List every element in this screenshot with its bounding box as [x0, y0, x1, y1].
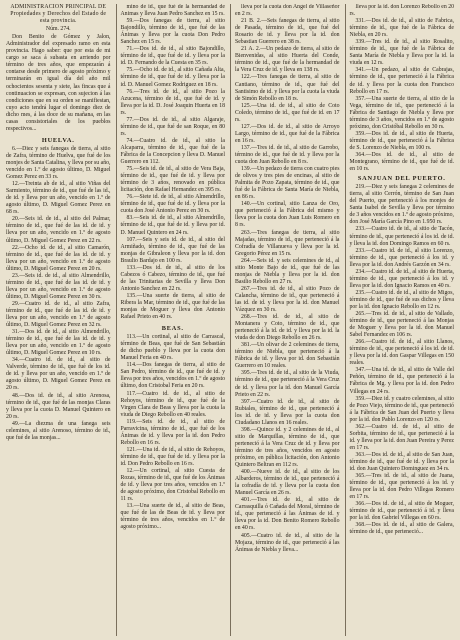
entry-paragraph: 233.—Cuatro id. de id., al sitio Lorenzo, término de id., que perteneció á los id. y lleva por la id. don Andrés Garzón en 34 rs.: [349, 247, 454, 268]
section-heading-beas: BEAS.: [161, 325, 184, 333]
entry-paragraph: 59.—Dos fanegas de tierra, al sitio Bajondillo, término de id., que fué de las Ánimas y lleva por la cuota Don Pedro Sanchez en 15 rs.: [120, 18, 225, 46]
entry-paragraph: 122.—Tres fanegas de tierra, al sitio de Cantiano, término de id., que fué del Santisimo de id. y lleva por la cuota la viuda de Simón Rebollo en 18 rs.: [235, 74, 340, 102]
entry-paragraph: 219.—Diez y seis fanegas 2 celemines de tierra, al sitio Cerrón, término de San Juan del Puerto, que perteneció á los monjes de Santa Isabel de Sevilla y lleva por término de 3 años vencidos en 1.º de agosto próximo, don José María García Pino en 1.950 rs.: [349, 184, 454, 226]
entry-paragraph: 76.—Siete id. de id., al sitio Almendrillo, término de id., que fué de id. y lleva por la cuota don José Antonio Perez en 30 rs.: [120, 194, 225, 215]
entry-paragraph: 265.—Tres id. de id., al sitio de Vallado, término de id., que perteneció á las Monjas de Moguer y lleva por la id. don Manuel Sabel Fernandez en 106 rs.: [349, 311, 454, 339]
column-4: [345, 4, 455, 636]
entry-paragraph: 264.—Seis id. y seis celemines de id., al sitio Monte Bajo de id., que fué de las monjas de Niebla y lleva por la id. don Basilio Rebollo en 27 rs.: [235, 257, 340, 285]
section-heading-huelva: HUELVA.: [41, 136, 75, 144]
entry-paragraph: 114.—Dos fanegas de tierra, al sitio de San Pedro, término de id., que fué de id. y lleva por tres años, vencidos en 1.º de agosto último, don Cristobal Feria en 20 rs.: [120, 362, 225, 390]
entry-paragraph: 234.—Cuatro id. de id., al sitio de Huerta, término de id., que perteneció á los id. y lleva por la id. don Ignacio Ramos en 40 rs.: [349, 268, 454, 289]
entry-paragraph: 23.—Seis id. de id., al sitio Almendrillo, término de id., que fué de las id. de id. y lleva por un año, vencido en 1.º de agosto último, D. Miguel Gomez Perez en 30 rs.: [6, 272, 111, 300]
entry-paragraph: 21 B. 2.—Seis fanegas de tierra, al sitio de Pasada, término de id., que fué del Rosario de id. y lleva por la id. don Sebastian Guerrero en 38 rs.: [235, 18, 340, 46]
entry-paragraph: 49.—La diezma de una fanega seis celemines, al sitio Arenoso, término de id., que fué de las monjas...: [6, 420, 111, 441]
entry-paragraph: 137.—Tres id. de id., al sitio de Garrobo, término de id., que fué de id. y lleva por la cuota don Juan Rebollo en 8 rs.: [235, 144, 340, 166]
entry-paragraph: 235.—Cuatro id. de id., al sitio de Migos, término de id., que fué de sus dichos y lleva por la id. don Ignacio Rebollo en 12 rs.: [349, 289, 454, 310]
entry-paragraph: 119.—Seis id. de id., al sitio de Parravicina, término de id., que fué de los Ánimas de id. y lleva por la id. don Pedro Rebollo en 16 rs.: [120, 418, 225, 446]
entry-paragraph: 364.—Dos id. de id., al sitio de Montegrano, término de id., que fué de id. en 10 rs.: [349, 151, 454, 173]
entry-paragraph: 121.—Una id. de id., al sitio de Rehoyos, término de id., que fué de id. y lleva por la id. Don Pedro Rebollo en 16 rs.: [120, 446, 225, 467]
entry-paragraph: 22.—Ocho id. de id., al sitio Camarón, término de id., que fué de las id. de id. y lleva por un año, vencido en 1.º de agosto último, D. Miguel Gomez Perez en 20 rs.: [6, 244, 111, 272]
entry-paragraph: 20.—Seis id. de id., al sitio del Palmar, término de id., que fué de las id. de id. y lleva por un año, vencido en 1.º de agosto último, D. Miguel Gomez Perez en 22 rs.: [6, 216, 111, 244]
entry-list: [350, 4, 455, 173]
entry-paragraph: 21 A. 2.—Un pedazo de tierra, al sitio de Bienvenidas, al sitio Huerta del Conde, término de id., que fué de la hermandad de la Vera Cruz de id. y lleva en 138 rs.: [235, 46, 340, 74]
entry-paragraph: 12.—Treinta ab de id., al sitio Viñas del Sarmiento, término de id., que fué de las id., de id. y lleva por un año, vencido en 1.º de agosto último, D. Miguel Gomez Perez en 68 rs.: [6, 181, 111, 216]
column-3: [230, 4, 340, 636]
entry-paragraph: 113.—Un cortinal, al sitio de Carrascal, término de Beas, que fué de San Sebastián de dicho pueblo y lleva por la cuota don Manuel Feria en 40 rs.: [120, 334, 225, 362]
entry-paragraph: 368.—Dos id. de id., al sitio de Galera, término de id., que perteneció...: [349, 522, 454, 536]
entry-list: [121, 334, 226, 531]
entry-paragraph: 263.—Tres fanegas de tierra, al sitio Majadas, término de id., que perteneció á la Cofradía de Villanueva y lleva por la id. Gregorio Pérez en 15 rs.: [235, 229, 340, 257]
entry-paragraph: 139.—Un pedazo de tierra con cuatro pies de olivos y tres pies de encinas, al sitio de Palmita de Pozo Zapata, término de id., que fué de la Fábrica de Santa María de Niebla, en 86 rs.: [235, 166, 340, 201]
entry-paragraph: 331.—Dos id. de id., al sitio de Fabrica, término de id., que fué de la Fábrica de Niebla, en 20 rs.: [349, 18, 454, 39]
column-2: [116, 4, 226, 636]
entry-paragraph: 357.—Una suerte de tierra, al sitio de la Vega, término de id., que perteneció á la Fábrica de Santiago de Niebla y lleva por término de 3 años, vencidos en 1.º de agosto próximo, don Cristóbal Rebollo en 30 rs.: [349, 95, 454, 130]
entry-paragraph: 400.—Nueve id. de id., al sitio de los Albarderos, término de id., que perteneció á la cofradía de id. y lleva por la cuota don Manuel García en 26 rs.: [235, 469, 340, 497]
entry-paragraph: 76.—Tres id. de id., al sitio Pozo la Azucena, término de id., que fué de id. y lleva por la id. D. José Joaquin Huerta en 18 rs.: [120, 88, 225, 116]
entry-paragraph: 341.—Un pedazo, al sitio de Cabrajas, término de id., que perteneció á la Fábrica de id. y lleva por la cuota don Francisco Rebollo en 17 rs.: [349, 67, 454, 95]
entry-paragraph: 401.—Tres id. de id., al sitio de Carrasquilla ó Cañada del Moral, término de id., que perteneció á las Ánimas de id. y lleva por la id. Don Benito Romero Rebollo en 40 rs.: [235, 497, 340, 532]
entry-paragraph: 233.—Cuatro id. de id., al sitio de Tacón, término de id., que perteneció á los id. de id. y lleva la id. don Domingo Ramos en 60 rs.: [349, 226, 454, 247]
entry-paragraph: lleva por la cuota don Angel de Villaseñor en 2 rs.: [235, 4, 340, 18]
entry-list: [6, 146, 111, 442]
notice-number: Núm. 274.: [45, 26, 71, 33]
entry-paragraph: 359.—Diez id. y cuatro celemines, al sitio de Pozo Viejo, término de id., que perteneció á la Fábrica de San Juan del Puerto y lleva por la id. don Pablo Lorenzo en 120 rs.: [349, 395, 454, 423]
entry-paragraph: lleva por la id. don Lorenzo Rebollo en 20 rs.: [349, 4, 454, 18]
entry-paragraph: 362.—Cuatro id. de id., al sitio de Sorbita, término de id., que perteneció á la id. y lleva por la id. don Juan Pereira y Perez en 17 rs.: [349, 423, 454, 451]
entry-paragraph: 133.—Dos id. de id., al sitio de los Cabezos ó Cabezo, término de id., que fué de las Trinitarias de Sevilla y lleva Don Antonio Sanchez en 22 rs.: [120, 264, 225, 292]
entry-paragraph: 83.—Seis id. de id., al sitio Almendrillo, término de id., que fué de id. y lleva por id. D. Manuel Quintero en 24 rs.: [120, 215, 225, 236]
entry-paragraph: 6.—Diez y seis fanegas de tierra, al sitio de Zafra, término de Huelva, que fué de los monjes de Santa Catalina, y lleva por su año, vencido en 1.º de agosto último, D. Miguel Gomez Perez en 33 rs.: [6, 145, 111, 181]
entry-paragraph: 398.—Quince id. y 2 celemines de id., al sitio de Marquillas, término de id., que perteneció á la Vera Cruz de id. y lleva por término de tres años, vencidos en agosto próximo, en pública licitación, don Antonio Quintero Beltran en 112 rs.: [235, 426, 340, 469]
entry-paragraph: 127.—Dos id. de id., al sitio de Arroyo Largo, término de id., que fué de la Fábrica en 16 rs.: [235, 123, 340, 144]
entry-paragraph: mino de id., que fué de la hermandad de Animas y lleva Juan Pedro Sanchez en 15 rs.: [120, 4, 225, 18]
entry-paragraph: 347.—Una id. de id., al sitio de Valle del Peñón, término de id., que perteneció á la Fábrica de Mg. y lleva por la id. don Pedro Villegas en 24 rs.: [349, 367, 454, 395]
entry-paragraph: 125.—Una id. de id., al sitio de Coto Coledo, término de id., que fué de id. en 17 rs.: [235, 102, 340, 123]
entry-paragraph: 366.—Dos id. de id., al sitio de Moguer, término de id., que perteneció á id. y lleva por la id. don Gabriel Villegas en 60 rs.: [349, 501, 454, 522]
entry-paragraph: 12.—Un cortinal, al sitio Cuesta de Rozas, término de id., que fué de los Ánimas de id. y lleva por tres años, vencidos en 1.º de agosto próximo, don Cristobal Rebollo en 11 rs.: [120, 468, 225, 503]
entry-list: [235, 4, 340, 554]
entry-paragraph: 74.—Cuatro id. de id., al sitio la Alcaparra, término de id., que fué de la Fábrica de la Concepcion y lleva D. Manuel Guerrero en 112.: [120, 137, 225, 166]
entry-paragraph: 268.—Tres id. de id., al sitio de Montanera y Coto, término de id., que perteneció á la id. de id. y lleva por la id. la viuda de don Diego Rebollo en 26 rs.: [235, 314, 340, 342]
entry-paragraph: 107.—Seis y seis id. de id., al sitio del Armiñado, término de id., que fué de las monjas de Gibraleon y lleva por la id. don Braulio Bardajo en 100 rs.: [120, 236, 225, 264]
entry-paragraph: 363.—Dos id. de id., al sitio de San Juan, término de id., que fué de id. y lleva por la id. don Juan Quintero Dominguez en 34 rs.: [349, 451, 454, 473]
entry-paragraph: 267.—Tres id. de id., al sitio Pozo de Calancha, término de id., que perteneció á las id. de id. y lleva por la id. don Manuel Vázquez en 30 rs.: [235, 285, 340, 314]
section-heading-sanjuan: SANJUAN DEL PUERTO.: [357, 175, 446, 183]
entry-paragraph: 339.—Tres id. de id., al sitio Rosalito, término de id., que fué de la Fábrica de Santa María de Niebla y lleva por la id. la viuda en 12 rs.: [349, 39, 454, 67]
entry-paragraph: 29.—Cuatro id. de id., al sitio Zafra, término de id., que fué de las id. de id. y lleva por un año, vencido en 1.º de agosto último, D. Miguel Gomez Perez en 32 rs.: [6, 300, 111, 329]
entry-paragraph: 71.—Dos id. de id., al sitio Bajondillo, término de id., que fué de id. y lleva por la id. D. Fernando de la Cuesta en 35 rs.: [120, 46, 225, 67]
entry-paragraph: 365.—Tres id. de id., al sitio de Juana, término de id., que perteneció á los id. y lleva por la id. don Pedro Villegas Romero en 17 rs.: [349, 473, 454, 501]
entry-paragraph: 117.—Cuatro id. de id., al sitio de Rehoyos, término de id., que fué de la Virgen Clara de Beas y lleva por la cuota la viuda de Diego Rebollo en 40 reales.: [120, 390, 225, 418]
entry-list: [350, 184, 455, 536]
entry-list: [121, 4, 226, 321]
column-1: [6, 4, 111, 636]
entry-paragraph: 359.—Dos id. de id., al sitio de Huerta, término de id., que perteneció á la Fábrica de S. Lorenzo de Niebla, en 100 rs.: [349, 130, 454, 151]
entry-paragraph: 31.—Dos id. de id., al sitio Almendrillo, término de id., que fué de las id. de id. y lleva por un año, vencido en 1.º de agosto último, D. Miguel Gomez Perez en 10 rs.: [6, 329, 111, 357]
entry-paragraph: 397.—Cuatro id. de id., al sitio de Rubiales, término de id., que perteneció á los id. de id. y lleva por la cuota don Ciudadano Llanos en 16 reales.: [235, 398, 340, 426]
entry-paragraph: 140.—Un cortinal, sitio Lanza de Oro, que perteneció á la Fábrica del mismo y lleva por la cuota don Juan Luis Romero en 8 rs.: [235, 201, 340, 229]
entry-paragraph: 395.—Tres id. de id., al sitio de la Viuda, término de id., que perteneció á la Vera Cruz de id. y lleva por la id. don Manuel García Prieto en 22 rs.: [235, 370, 340, 398]
entry-paragraph: 381.—Un olivar de 2 celemines de tierra, término de Niebla, que perteneció á la Fábrica de id. y lleva por id. don Sebastián Guerrero en 10 reales.: [235, 342, 340, 370]
entry-paragraph: 13.—Una suerte de id., al sitio de Beas, que fué de las de Beas de id. y lleva por término de tres años, vencidos en 1.º de agosto próximo...: [120, 503, 225, 531]
entry-paragraph: 75.—Ocho id. de id., al sitio Cañada Alta, término de id., que fué de id. y lleva por la id. D. Manuel Gomez Rodriguez en 18 rs.: [120, 67, 225, 88]
entry-paragraph: 34.—Cuatro id. de id., al sitio de Valverde, término de id., que fué de los id. de id. y lleva por un año, vencido en 1.º de agosto último, D. Miguel Gomez Perez en 20 rs.: [6, 357, 111, 392]
office-heading: ADMINISTRACION PRINCIPAL DE Propiedades y Derechos del Estado de esta provincia.: [10, 4, 107, 25]
entry-paragraph: 77.—Dos id. de id., al sitio Algaraje, término de id., que fué de san Roque, en 80 rs.: [120, 116, 225, 137]
entry-paragraph: 405.—Cuatro id. de id., al sitio de la Mojaza, término de id., que perteneció á las Ánimas de Niebla y lleva...: [235, 532, 340, 553]
notice-intro: Don Benito de Gómez y Jalon, Administrador del expresado ramo en esta provincia. Hago saber: que por esta de mi cargo se saca á subasta en arriendo por término de tres años, que empezarán á contarse desde primero de agosto próximo y terminarán en igual día del año mil ochocientos sesenta y siete, las fincas que á continuacion se expresan, con sujecion á las condiciones que en su orden se manifiestan, cuyo acto tendrá lugar el domingo diez de dicho mes, á las doce de su mañana, en las casas consistoriales de los pueblos respectivos...: [6, 34, 111, 132]
entry-paragraph: 75.—Seis id. de id., al sitio de Vera Baja, término de id., que fué de id. y lleva por término de 3 años, renovado en pública licitación, don Rafael Hernandez en 395 rs.: [120, 166, 225, 194]
entry-paragraph: 48.—Dos id. de id., al sitio Arenosa, término de id., que fué de las monjas Claras y lleva por la cuota D. Manuel Quintero en 20 rs.: [6, 392, 111, 420]
entry-paragraph: 135.—Una suerte de tierra, al sitio de Ribera la Mar, término de id., que fué de las monjas de Moguer y lleva don Antonio Rafael Prieto en 40 rs.: [120, 292, 225, 321]
entry-paragraph: 266.—Cuatro id. de id., al sitio Llanos, término de id., que perteneció á los id. de id. y lleva por la id. don Gaspar Villegas en 150 reales.: [349, 339, 454, 367]
